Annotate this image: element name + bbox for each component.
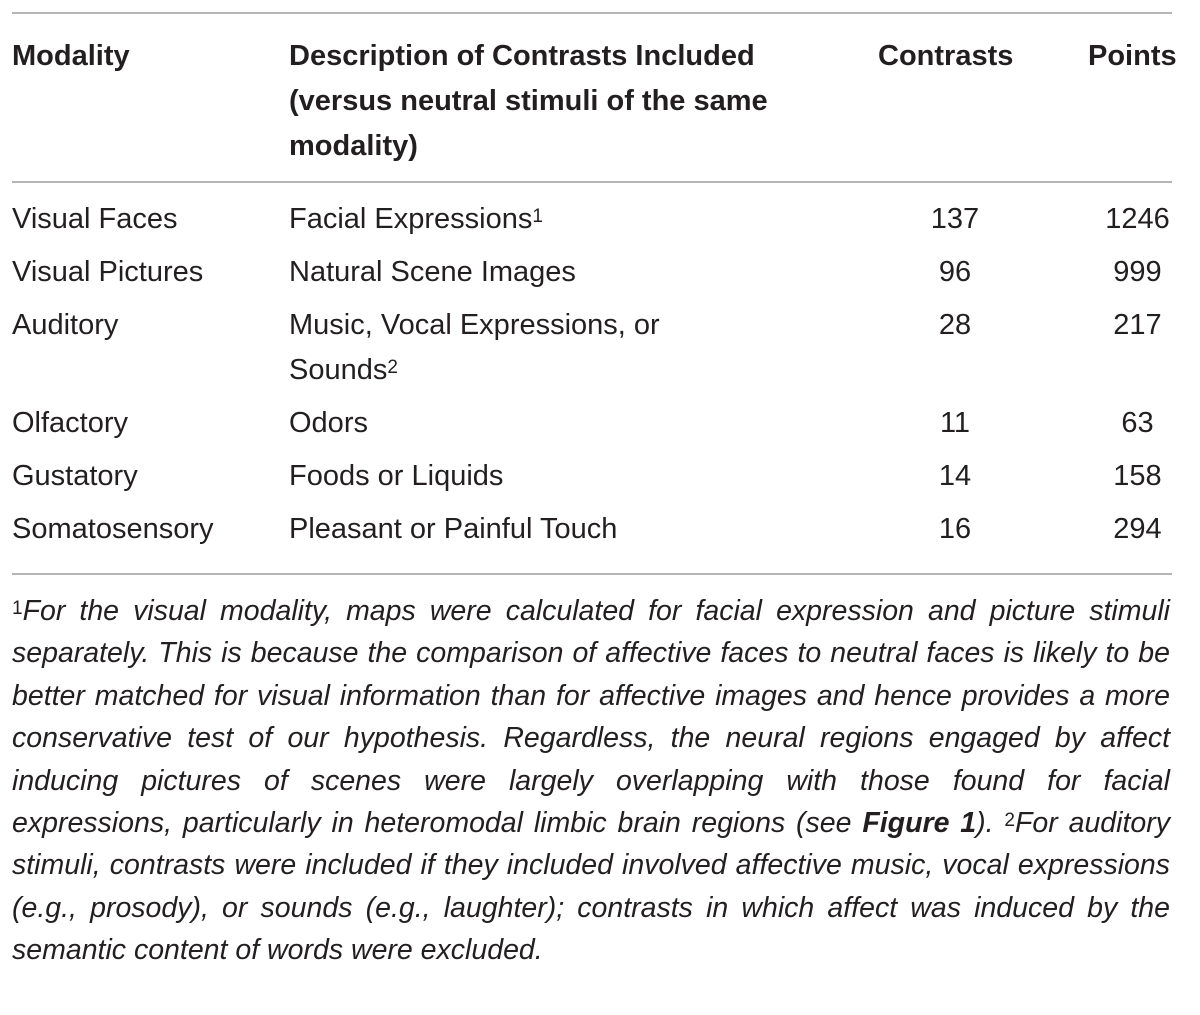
- cell-description: [289, 454, 729, 499]
- table-header-rule: [12, 181, 1172, 183]
- table-bottom-rule: [12, 573, 1172, 575]
- cell-contrasts: 11: [939, 407, 971, 439]
- header-contrasts: Contrasts: [878, 40, 1014, 72]
- table-row: [0, 507, 1200, 560]
- description-text: Natural Scene Images: [289, 256, 576, 288]
- cell-description: [289, 507, 729, 552]
- footnote-2-marker: 2: [1004, 810, 1015, 832]
- description-text: Odors: [289, 407, 368, 439]
- footnote-1-end: ).: [976, 807, 1005, 840]
- cell-points: 999: [1113, 256, 1162, 288]
- footnote-marker: 2: [387, 357, 398, 378]
- cell-points: 63: [1121, 407, 1154, 439]
- cell-modality: Visual Faces: [12, 203, 178, 235]
- cell-description: [289, 401, 729, 446]
- cell-description: [289, 197, 729, 242]
- cell-points: 1246: [1105, 203, 1170, 235]
- cell-modality: Auditory: [12, 309, 119, 341]
- description-text: Pleasant or Painful Touch: [289, 513, 618, 545]
- footnote-1-text: For the visual modality, maps were calculated for facial expression and picture stimuli separately. This is because the comparison of affective faces to neutral faces is likely to be better matched for visual information than for affective images and hence provides a more conservative test of our hypothesis. Regardless, the neural regions engaged by affect inducing pictures of scenes were largely overlapping with those found for facial expressions, particularly in heteromodal limbic brain regions (see: [12, 595, 1170, 840]
- header-points: Points: [1088, 40, 1177, 72]
- cell-description: [289, 250, 729, 295]
- cell-points: 158: [1113, 460, 1162, 492]
- header-modality: Modality: [12, 40, 130, 72]
- description-text: Facial Expressions: [289, 203, 533, 235]
- cell-modality: Olfactory: [12, 407, 129, 439]
- table-row: [0, 401, 1200, 454]
- cell-contrasts: 16: [938, 513, 972, 545]
- table-row: [0, 250, 1200, 303]
- figure-1-link[interactable]: Figure 1: [862, 807, 977, 840]
- cell-modality: Visual Pictures: [12, 256, 204, 288]
- footnote-marker: 1: [532, 206, 543, 227]
- description-text: Music, Vocal Expressions, or Sounds: [289, 309, 660, 386]
- cell-contrasts: 137: [930, 203, 980, 235]
- cell-modality: Gustatory: [12, 460, 138, 492]
- table-top-rule: [12, 12, 1172, 14]
- cell-description: [289, 303, 729, 393]
- cell-contrasts: 96: [938, 256, 972, 288]
- table-body: [0, 197, 1200, 560]
- table-row: [0, 454, 1200, 507]
- table-row: [0, 197, 1200, 250]
- cell-points: 294: [1113, 513, 1162, 545]
- description-text: Foods or Liquids: [289, 460, 504, 492]
- header-description: Description of Contrasts Included (versus neutral stimuli of the same modality): [289, 40, 768, 162]
- footnote-2-text: For auditory stimuli, contrasts were included if they included involved affective music, vocal expressions (e.g., prosody), or sounds (e.g., laughter); contrasts in which affect was induced by the semantic content of words were excluded.: [12, 807, 1170, 967]
- cell-points: 217: [1113, 309, 1162, 341]
- cell-contrasts: 14: [938, 460, 972, 492]
- cell-contrasts: 28: [938, 309, 972, 341]
- footnote-1-marker: 1: [12, 598, 23, 619]
- cell-modality: Somatosensory: [12, 513, 214, 545]
- table-row: [0, 303, 1200, 401]
- table-footnotes: [12, 590, 1170, 972]
